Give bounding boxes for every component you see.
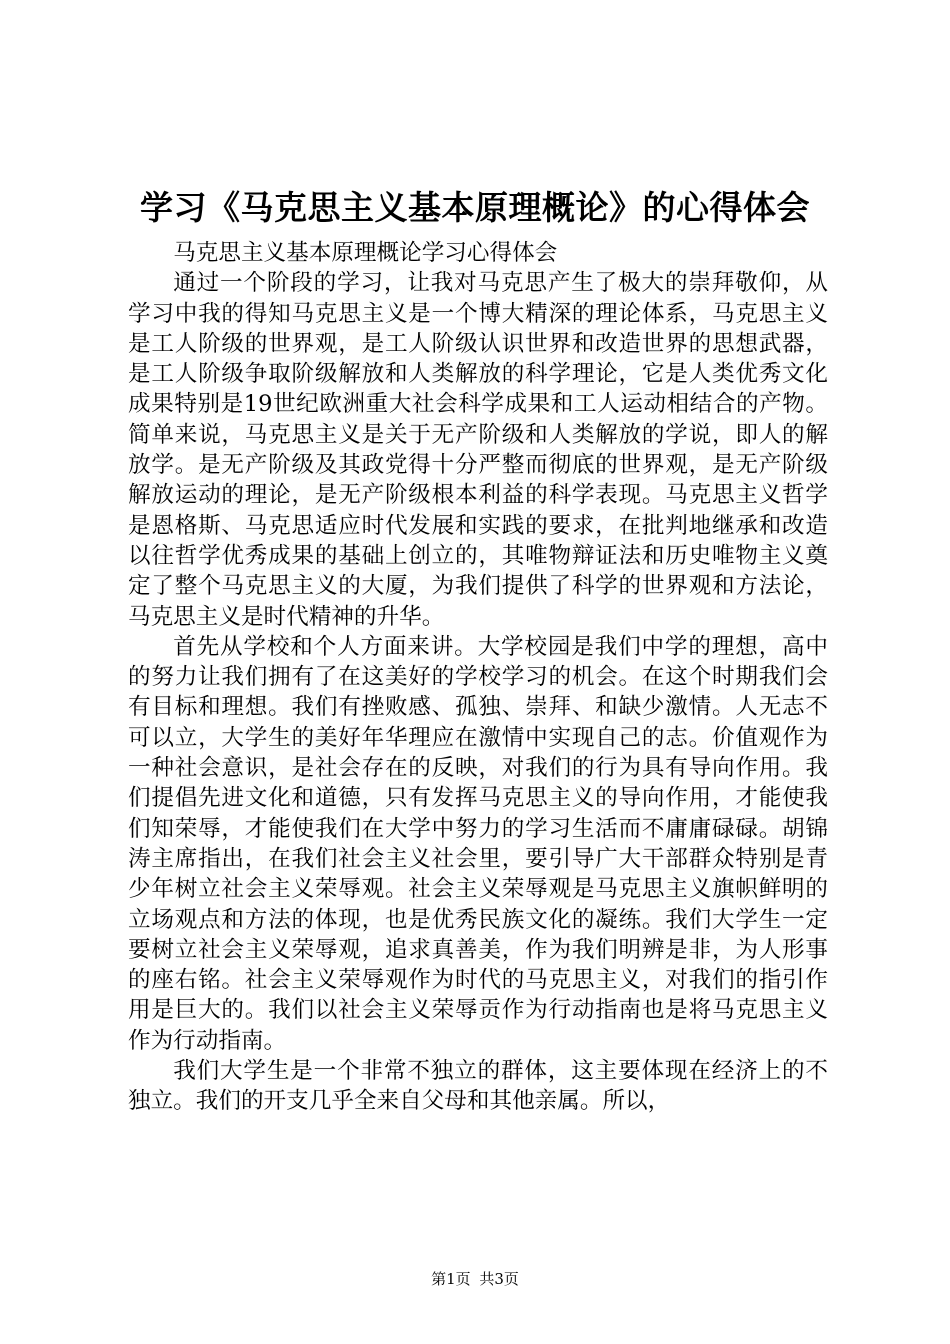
body-paragraph: 首先从学校和个人方面来讲。大学校园是我们中学的理想，高中的努力让我们拥有了在这美好的学校学习的机会。在这个时期我们会有目标和理想。我们有挫败感、孤独、崇拜、和缺少激情。人无志不可以立，大学生的美好年华理应在激情中实现自己的志。价值观作为一种社会意识，是社会存在的反映，对我们的行为具有导向作用。我们提倡先进文化和道德，只有发挥马克思主义的导向作用，才能使我们知荣辱，才能使我们在大学中努力的学习生活而不庸庸碌碌。胡锦涛主席指出，在我们社会主义社会里，要引导广大干部群众特别是青少年树立社会主义荣辱观。社会主义荣辱观是马克思主义旗帜鲜明的立场观点和方法的体现，也是优秀民族文化的凝练。我们大学生一定要树立社会主义荣辱观，追求真善美，作为我们明辨是非，为人形事的座右铭。社会主义荣辱观作为时代的马克思主义，对我们的指引作用是巨大的。我们以社会主义荣辱贡作为行动指南也是将马克思主义作为行动指南。 — [128, 633, 828, 1054]
body-paragraph: 我们大学生是一个非常不独立的群体，这主要体现在经济上的不独立。我们的开支几乎全来自父母和其他亲属。所以， — [128, 1058, 828, 1115]
page-footer: 第1页 共3页 — [431, 1270, 519, 1288]
document-title: 学习《马克思主义基本原理概论》的心得体会 — [140, 188, 810, 227]
subtitle-paragraph: 马克思主义基本原理概论学习心得体会 — [173, 240, 558, 266]
body-paragraph: 通过一个阶段的学习，让我对马克思产生了极大的崇拜敬仰，从学习中我的得知马克思主义是一个博大精深的理论体系，马克思主义是工人阶级的世界观，是工人阶级认识世界和改造世界的思想武器，是工人阶级争取阶级解放和人类解放的科学理论，它是人类优秀文化成果特别是19世纪欧洲重大社会科学成果和工人运动相结合的产物。简单来说，马克思主义是关于无产阶级和人类解放的学说，即人的解放学。是无产阶级及其政党得十分严整而彻底的世界观，是无产阶级解放运动的理论，是无产阶级根本利益的科学表现。马克思主义哲学是恩格斯、马克思适应时代发展和实践的要求，在批判地继承和改造以往哲学优秀成果的基础上创立的，其唯物辩证法和历史唯物主义奠定了整个马克思主义的大厦，为我们提供了科学的世界观和方法论，马克思主义是时代精神的升华。 — [128, 270, 828, 630]
document-body — [128, 238, 828, 1117]
